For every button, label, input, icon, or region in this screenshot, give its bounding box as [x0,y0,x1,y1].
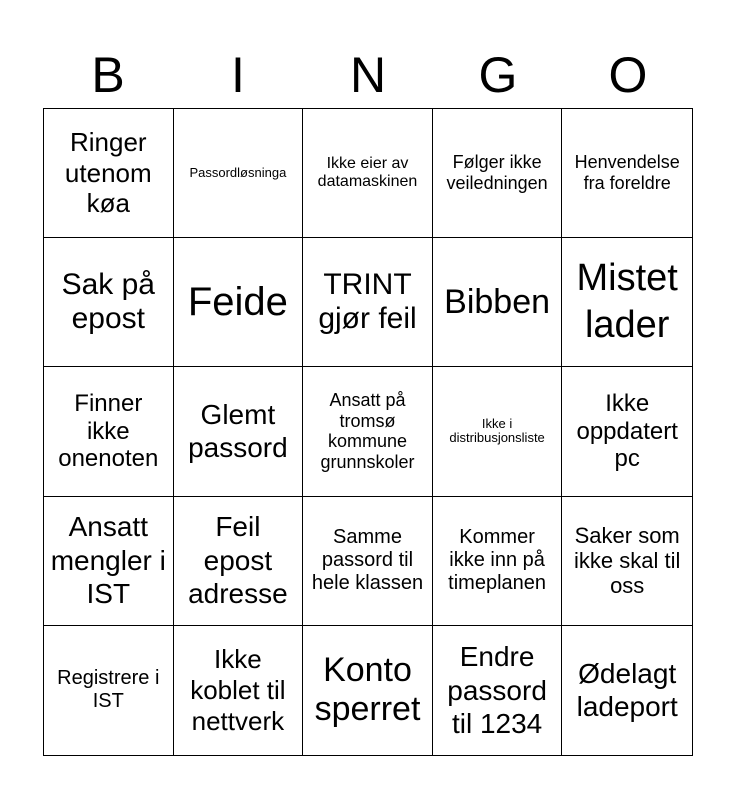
bingo-cell-r1c5[interactable]: Henvendelse fra foreldre [562,109,692,238]
bingo-cell-r3c3[interactable]: Ansatt på tromsø kommune grunnskoler [303,367,433,496]
bingo-cell-r3c4[interactable]: Ikke i distribusjonsliste [433,367,563,496]
bingo-cell-r1c2[interactable]: Passordløsninga [174,109,304,238]
bingo-cell-r4c4[interactable]: Kommer ikke inn på timeplanen [433,497,563,626]
bingo-cell-r2c1[interactable]: Sak på epost [44,238,174,367]
header-letter-o: O [608,47,648,103]
bingo-cell-r1c1[interactable]: Ringer utenom køa [44,109,174,238]
bingo-cell-r1c4[interactable]: Følger ikke veiledningen [433,109,563,238]
header-letter-n: N [349,47,387,103]
bingo-cell-r5c1[interactable]: Registrere i IST [44,626,174,755]
bingo-cell-r3c1[interactable]: Finner ikke onenoten [44,367,174,496]
header-letter-b: B [91,47,125,103]
bingo-cell-r3c5[interactable]: Ikke oppdatert pc [562,367,692,496]
bingo-cell-r1c3[interactable]: Ikke eier av datamaskinen [303,109,433,238]
bingo-header [43,42,693,108]
bingo-board [43,108,693,756]
bingo-cell-r4c2[interactable]: Feil epost adresse [174,497,304,626]
bingo-cell-r4c3[interactable]: Samme passord til hele klassen [303,497,433,626]
bingo-cell-r3c2[interactable]: Glemt passord [174,367,304,496]
bingo-cell-r5c4[interactable]: Endre passord til 1234 [433,626,563,755]
bingo-cell-r2c2[interactable]: Feide [174,238,304,367]
bingo-cell-r2c4[interactable]: Bibben [433,238,563,367]
bingo-cell-r2c5[interactable]: Mistet lader [562,238,692,367]
bingo-cell-r5c5[interactable]: Ødelagt ladeport [576,657,678,723]
bingo-cell-r5c3[interactable]: Konto sperret [303,626,433,755]
bingo-cell-r4c1[interactable]: Ansatt mengler i IST [44,497,174,626]
header-letter-g: G [478,47,518,103]
bingo-cell-r4c5[interactable]: Saker som ikke skal til oss [562,497,692,626]
header-letter-i: I [231,47,245,103]
bingo-cell-r2c3[interactable]: TRINT gjør feil [303,238,433,367]
bingo-cell-r5c2[interactable]: Ikke koblet til nettverk [174,626,304,755]
